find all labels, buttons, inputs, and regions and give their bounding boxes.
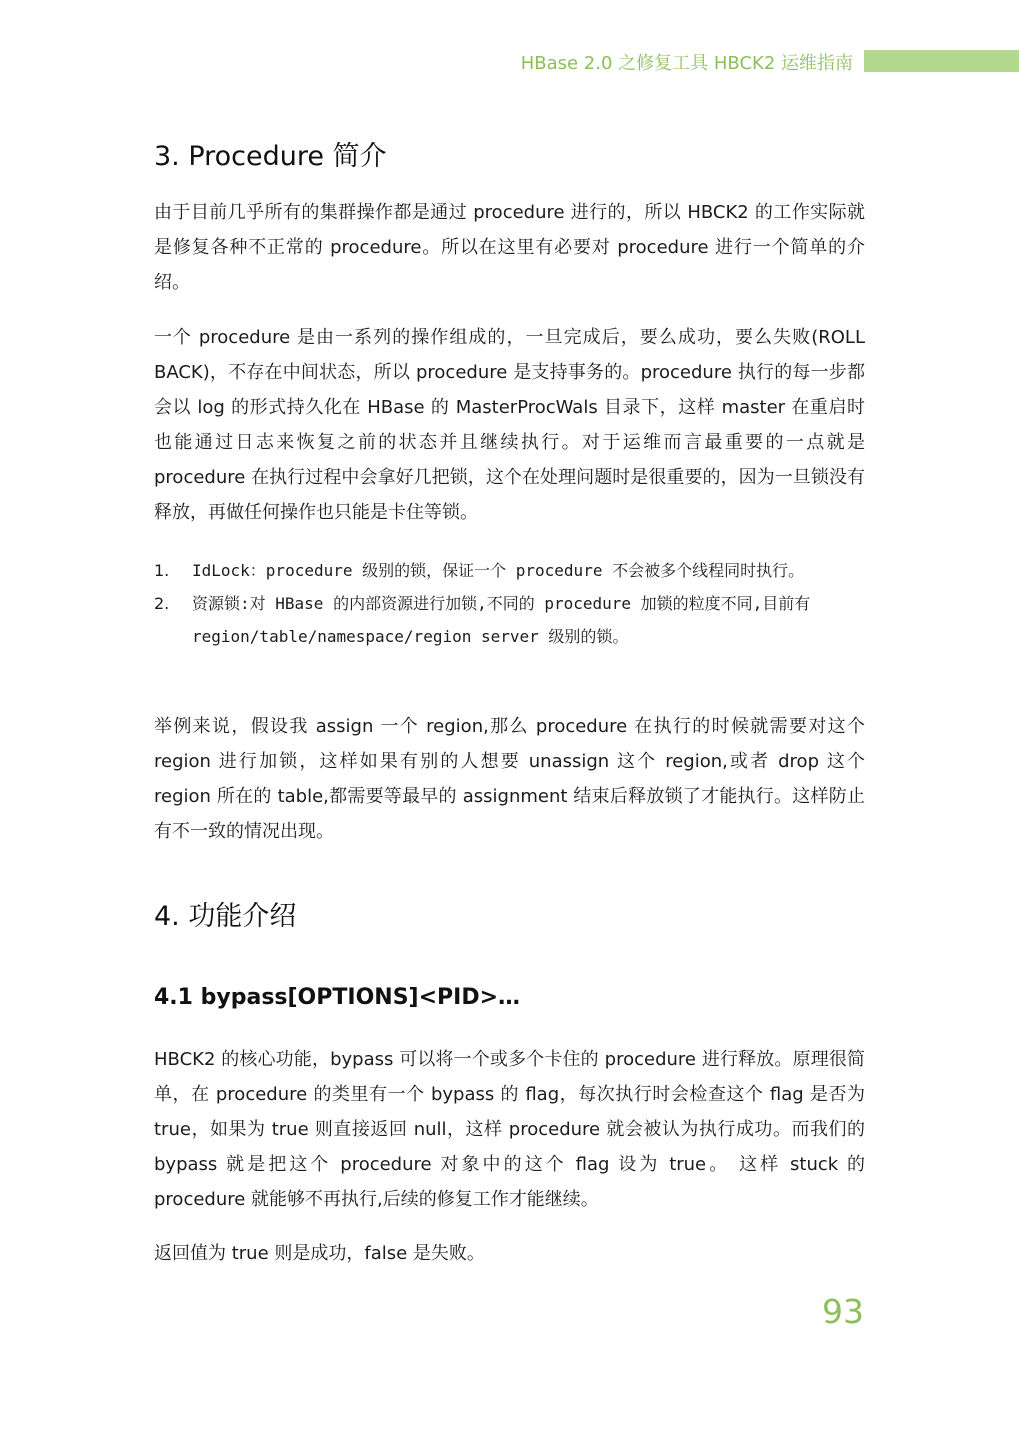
section-3-heading: 3. Procedure 简介 bbox=[154, 141, 387, 172]
header-accent-bar bbox=[864, 50, 1019, 72]
header-title: HBase 2.0 之修复工具 HBCK2 运维指南 bbox=[520, 53, 853, 74]
section-4-heading: 4. 功能介绍 bbox=[154, 901, 297, 932]
section-3-paragraph-1: 由于目前几乎所有的集群操作都是通过 procedure 进行的，所以 HBCK2 的工作实际就是修复各种不正常的 procedure。所以在这里有必要对 procedure 进行一个简单的介绍。 bbox=[154, 202, 865, 293]
page-number: 93 bbox=[822, 1292, 864, 1331]
section-3-paragraph-3: 举例来说，假设我 assign 一个 region,那么 procedure 在执行的时候就需要对这个 region 进行加锁，这样如果有别的人想要 unassign 这个 region,或者 drop 这个 region 所在的 table,都需要等最早的 assignment 结束后释放锁了才能执行。这样防止有不一致的情况出现。 bbox=[154, 716, 865, 842]
list-item-text: 资源锁:对 HBase 的内部资源进行加锁,不同的 procedure 加锁的粒度不同,目前有 region/table/namespace/region server 级别的锁。 bbox=[192, 594, 811, 646]
list-item-text: IdLock：procedure 级别的锁，保证一个 procedure 不会被多个线程同时执行。 bbox=[192, 561, 805, 580]
list-item bbox=[154, 587, 865, 653]
list-item-number: 2. bbox=[154, 594, 170, 613]
section-3-paragraph-2: 一个 procedure 是由一系列的操作组成的，一旦完成后，要么成功，要么失败(ROLL BACK)，不存在中间状态，所以 procedure 是支持事务的。procedure 执行的每一步都会以 log 的形式持久化在 HBase 的 MasterProcWals 目录下，这样 master 在重启时也能通过日志来恢复之前的状态并且继续执行。对于运维而言最重要的一点就是 procedure 在执行过程中会拿好几把锁，这个在处理问题时是很重要的，因为一旦锁没有释放，再做任何操作也只能是卡住等锁。 bbox=[154, 327, 865, 523]
section-4-1-paragraph-1: HBCK2 的核心功能，bypass 可以将一个或多个卡住的 procedure 进行释放。原理很简单，在 procedure 的类里有一个 bypass 的 flag，每次执行时会检查这个 flag 是否为 true，如果为 true 则直接返回 null，这样 procedure 就会被认为执行成功。而我们的 bypass 就是把这个 procedure 对象中的这个 flag 设为 true。 这样 stuck 的 procedure 就能够不再执行,后续的修复工作才能继续。 bbox=[154, 1049, 865, 1210]
list-item bbox=[154, 554, 865, 587]
section-4-1-heading: 4.1 bypass[OPTIONS]<PID>… bbox=[154, 985, 521, 1010]
lock-types-list bbox=[154, 554, 865, 653]
list-item-number: 1. bbox=[154, 561, 170, 580]
section-4-1-paragraph-2: 返回值为 true 则是成功，false 是失败。 bbox=[154, 1243, 485, 1264]
